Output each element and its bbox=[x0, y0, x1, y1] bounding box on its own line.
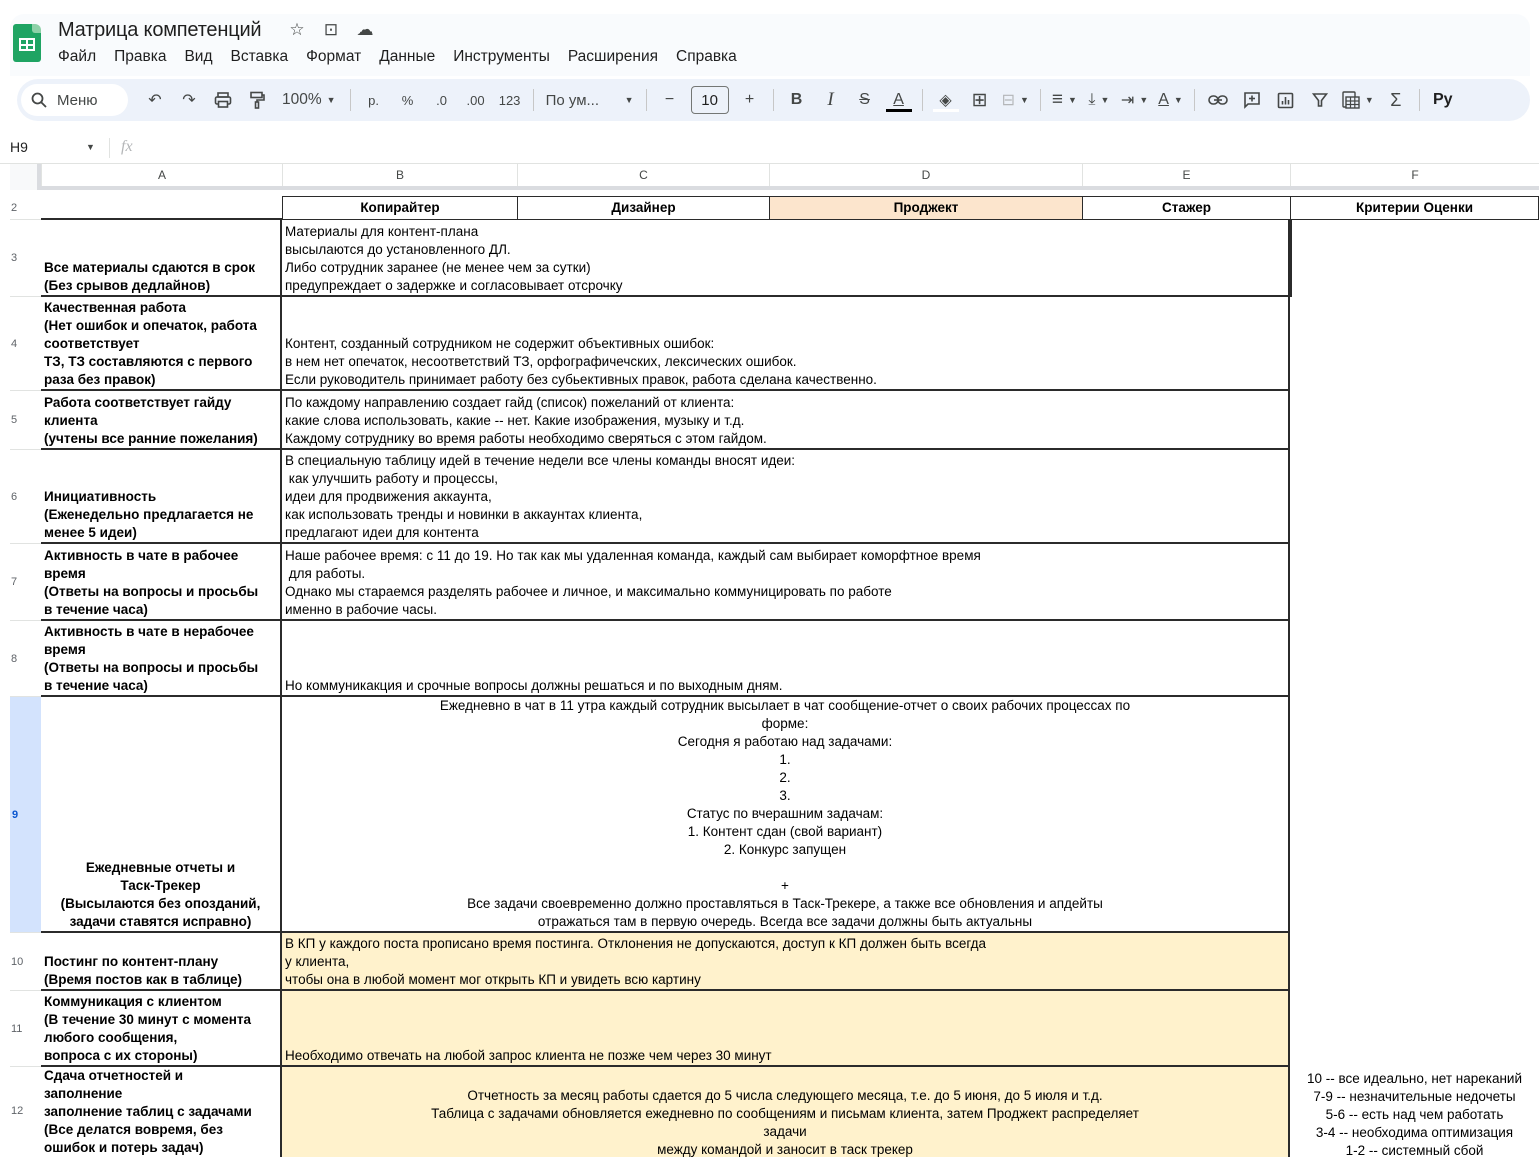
align-left-icon: ≡ bbox=[1051, 89, 1063, 110]
row-number: 9 bbox=[12, 808, 19, 821]
row-number: 11 bbox=[11, 1022, 23, 1035]
toolbar-divider bbox=[922, 89, 923, 111]
competency-cell[interactable] bbox=[41, 991, 282, 1067]
merge-cells-icon: ⊟ bbox=[1001, 92, 1015, 109]
menu-format[interactable]: Формат bbox=[306, 48, 362, 65]
criteria-cell[interactable] bbox=[1290, 697, 1539, 933]
criteria-cell[interactable] bbox=[1290, 933, 1539, 991]
row-header[interactable] bbox=[10, 391, 41, 450]
spreadsheet-grid[interactable] bbox=[10, 164, 1539, 1157]
align-bottom-icon: ⤓ bbox=[1088, 91, 1096, 108]
competency-cell[interactable] bbox=[41, 297, 282, 391]
toolbar-divider bbox=[533, 89, 534, 111]
print-icon bbox=[214, 91, 232, 109]
row-number: 6 bbox=[11, 490, 18, 503]
row-header[interactable] bbox=[10, 196, 41, 220]
competency-cell[interactable] bbox=[41, 450, 282, 544]
text-rotation-icon: A bbox=[1158, 91, 1169, 108]
description-text: Контент, созданный сотрудником не содержит объективных ошибок: в нем нет опечаток, несоответствий ТЗ, орфографичечских, лексических ошибок. Если руководитель принимает работу без субьективных правок, работа сделана качественно. bbox=[285, 336, 877, 387]
competency-text: Все материалы сдаются в срок (Без срывов дедлайнов) bbox=[44, 260, 256, 293]
criteria-cell[interactable] bbox=[1290, 220, 1539, 297]
column-f-left-border bbox=[1288, 220, 1290, 1067]
row-header[interactable] bbox=[10, 933, 41, 991]
chevron-down-icon: ▼ bbox=[624, 95, 634, 105]
toolbar bbox=[17, 79, 1530, 121]
competency-cell[interactable] bbox=[41, 544, 282, 621]
column-header-a[interactable]: A bbox=[41, 164, 282, 186]
row-number: 8 bbox=[11, 652, 18, 665]
italic-button[interactable] bbox=[816, 85, 846, 115]
column-header-b[interactable]: B bbox=[282, 164, 517, 186]
menu-insert[interactable]: Вставка bbox=[230, 48, 289, 65]
row-number: 5 bbox=[11, 414, 18, 426]
column-header-c[interactable]: C bbox=[517, 164, 769, 186]
row-header[interactable] bbox=[10, 1067, 41, 1157]
paint-format-icon bbox=[249, 91, 265, 109]
star-icon[interactable]: ☆ bbox=[289, 20, 305, 39]
borders-button[interactable] bbox=[965, 85, 995, 115]
increase-decimal-button[interactable] bbox=[461, 85, 491, 115]
document-title[interactable]: Матрица компетенций bbox=[58, 19, 262, 41]
description-text: В специальную таблицу идей в течение недели все члены команды вносят идеи: как улучшить работу и процессы, идеи для продвижения аккаунта, как использовать тренды и новинки в аккаунтах клиента, предлагают идеи для контента bbox=[285, 453, 796, 540]
menu-edit[interactable]: Правка bbox=[114, 48, 167, 65]
undo-button[interactable] bbox=[140, 85, 170, 115]
header-project[interactable]: Проджект bbox=[769, 196, 1082, 220]
criteria-cell[interactable] bbox=[1290, 544, 1539, 621]
competency-text: Работа соответствует гайду клиента (учтены все ранние пожелания) bbox=[44, 395, 258, 446]
row-header[interactable] bbox=[10, 621, 41, 697]
row-number: 7 bbox=[11, 576, 18, 588]
insert-comment-button[interactable] bbox=[1237, 85, 1267, 115]
text-wrapping-button[interactable] bbox=[1118, 85, 1151, 115]
cloud-saved-icon[interactable]: ☁ bbox=[356, 20, 374, 39]
print-button[interactable] bbox=[208, 85, 238, 115]
link-icon bbox=[1208, 94, 1228, 106]
header-criteria[interactable]: Критерии Оценки bbox=[1290, 196, 1539, 220]
plus-icon: + bbox=[744, 91, 755, 108]
table-row bbox=[10, 697, 1539, 933]
row-header[interactable] bbox=[10, 220, 41, 297]
horizontal-align-button[interactable] bbox=[1049, 85, 1080, 115]
toolbar-divider bbox=[1194, 89, 1195, 111]
menu-bar bbox=[58, 48, 755, 66]
competency-cell[interactable] bbox=[41, 933, 282, 991]
description-cell[interactable] bbox=[282, 391, 1290, 450]
move-to-folder-icon[interactable]: ⊡ bbox=[323, 20, 339, 39]
cell-a2[interactable] bbox=[41, 196, 282, 220]
header-designer[interactable]: Дизайнер bbox=[517, 196, 769, 220]
criteria-cell[interactable] bbox=[1290, 450, 1539, 544]
strikethrough-icon: S bbox=[859, 91, 870, 108]
row-header[interactable] bbox=[10, 297, 41, 391]
table-row bbox=[10, 933, 1539, 991]
chevron-down-icon: ▼ bbox=[1100, 95, 1110, 105]
minus-icon: − bbox=[664, 91, 675, 108]
description-text: Материалы для контент-плана высылаются до установленного ДЛ. Либо сотрудник заранее (не менее чем за сутки) предупреждает о задержке и согласовывает отсрочку bbox=[285, 224, 623, 293]
text-color-button[interactable] bbox=[884, 85, 914, 115]
formula-bar bbox=[0, 132, 1539, 164]
chevron-down-icon[interactable]: ▼ bbox=[86, 142, 95, 152]
competency-cell[interactable] bbox=[41, 1067, 282, 1157]
description-cell[interactable] bbox=[282, 220, 1290, 297]
decrease-decimal-icon: .0 bbox=[436, 92, 447, 108]
menu-tools[interactable]: Инструменты bbox=[453, 48, 550, 65]
description-text: Но коммуникакция и срочные вопросы должны решаться и по выходным дням. bbox=[285, 678, 783, 693]
description-cell[interactable] bbox=[282, 544, 1290, 621]
competency-text: Ежедневные отчеты и Таск-Трекер (Высылаются без опозданий, задачи ставятся исправно) bbox=[60, 860, 261, 929]
fill-color-button[interactable] bbox=[931, 85, 961, 115]
sigma-icon: Σ bbox=[1390, 89, 1402, 110]
description-cell[interactable] bbox=[282, 933, 1290, 991]
chevron-down-icon: ▼ bbox=[1019, 95, 1029, 105]
table-row bbox=[10, 297, 1539, 391]
toolbar-divider bbox=[1419, 89, 1420, 111]
column-header-d[interactable]: D bbox=[769, 164, 1082, 186]
competency-cell[interactable] bbox=[41, 220, 282, 297]
redo-icon: ↷ bbox=[182, 92, 196, 109]
column-headers bbox=[10, 164, 1539, 190]
competency-text: Сдача отчетностей и заполнение заполнение таблиц с задачами (Все делатся вовремя, без ошибок и потерь задач) bbox=[44, 1068, 252, 1155]
column-header-f[interactable]: F bbox=[1290, 164, 1539, 186]
vertical-align-button[interactable] bbox=[1084, 85, 1114, 115]
table-row-header bbox=[10, 196, 1539, 220]
fill-color-swatch bbox=[933, 109, 959, 112]
toolbar-divider bbox=[1040, 89, 1041, 111]
increase-font-size-button[interactable] bbox=[735, 85, 765, 115]
number-format-label: 123 bbox=[498, 92, 521, 108]
formula-bar-divider bbox=[109, 138, 110, 158]
text-color-icon: A bbox=[893, 91, 904, 108]
strikethrough-button[interactable] bbox=[850, 85, 880, 115]
row-header[interactable] bbox=[10, 991, 41, 1067]
menu-data[interactable]: Данные bbox=[379, 48, 436, 65]
filter-icon bbox=[1312, 92, 1328, 108]
chevron-down-icon: ▼ bbox=[326, 95, 336, 105]
competency-cell[interactable] bbox=[41, 621, 282, 697]
criteria-cell[interactable] bbox=[1290, 391, 1539, 450]
redo-button[interactable] bbox=[174, 85, 204, 115]
row-number: 12 bbox=[11, 1105, 24, 1117]
criteria-cell[interactable] bbox=[1290, 1067, 1539, 1157]
description-cell[interactable] bbox=[282, 297, 1290, 391]
search-icon bbox=[31, 92, 47, 108]
insert-chart-button[interactable] bbox=[1271, 85, 1301, 115]
title-actions bbox=[287, 20, 375, 40]
percent-label: % bbox=[401, 92, 414, 108]
functions-button[interactable] bbox=[1381, 85, 1411, 115]
chevron-down-icon: ▼ bbox=[1364, 95, 1374, 105]
text-wrap-icon: ⇥ bbox=[1120, 92, 1135, 109]
decrease-font-size-button[interactable] bbox=[655, 85, 685, 115]
menu-help[interactable]: Справка bbox=[676, 48, 737, 65]
criteria-cell[interactable] bbox=[1290, 991, 1539, 1067]
font-family-select[interactable] bbox=[542, 85, 638, 115]
competency-text: Активность в чате в нерабочее время (Ответы на вопросы и просьбы в течение часа) bbox=[44, 624, 259, 693]
font-size-input[interactable]: 10 bbox=[691, 86, 729, 114]
percent-format-button[interactable] bbox=[393, 85, 423, 115]
description-text: В КП у каждого поста прописано время постинга. Отклонения не допускаются, доступ к КП должен быть всегда у клиента, чтобы она в любой момент мог открыть КП и увидеть всю картину bbox=[285, 936, 987, 987]
description-cell[interactable] bbox=[282, 450, 1290, 544]
criteria-cell[interactable] bbox=[1290, 297, 1539, 391]
row-header[interactable] bbox=[10, 544, 41, 621]
search-menu-button[interactable] bbox=[21, 84, 128, 116]
table-row bbox=[10, 391, 1539, 450]
description-cell[interactable] bbox=[282, 1067, 1290, 1157]
italic-icon: I bbox=[827, 89, 834, 110]
table-row bbox=[10, 621, 1539, 697]
bold-icon: B bbox=[790, 91, 803, 108]
decrease-decimal-button[interactable] bbox=[427, 85, 457, 115]
competency-cell[interactable] bbox=[41, 697, 282, 933]
text-rotation-button[interactable] bbox=[1155, 85, 1186, 115]
row-header-selected[interactable] bbox=[10, 697, 41, 933]
text-color-swatch bbox=[886, 109, 912, 112]
select-all-corner[interactable] bbox=[10, 164, 41, 190]
borders-icon: ⊞ bbox=[971, 89, 988, 111]
competency-text: Качественная работа (Нет ошибок и опечаток, работа соответствует ТЗ, ТЗ составляются с первого раза без правок) bbox=[44, 300, 257, 387]
merge-cells-button[interactable] bbox=[999, 85, 1032, 115]
zoom-select[interactable] bbox=[276, 85, 342, 115]
competency-text: Инициативность (Еженедельно предлагается не менее 5 идеи) bbox=[44, 489, 254, 540]
competency-text: Коммуникация с клиентом (В течение 30 минут с момента любого сообщения, вопроса с их стороны) bbox=[44, 994, 251, 1063]
description-text: Наше рабочее время: с 11 до 19. Но так как мы удаленная команда, каждый сам выбирает коморфтное время для работы. Однако мы стараемся разделять рабочее и личное, и максимально коммуницировать по работе именно в рабочие часы. bbox=[285, 548, 981, 617]
menu-file[interactable]: Файл bbox=[58, 48, 97, 65]
table-row bbox=[10, 544, 1539, 621]
currency-format-button[interactable] bbox=[359, 85, 389, 115]
description-text: Необходимо отвечать на любой запрос клиента не позже чем через 30 минут bbox=[285, 1048, 772, 1063]
row-number: 2 bbox=[11, 201, 18, 214]
column-header-e[interactable]: E bbox=[1082, 164, 1290, 186]
add-comment-icon bbox=[1243, 91, 1261, 109]
input-tools-button[interactable] bbox=[1428, 85, 1458, 115]
toolbar-divider bbox=[646, 89, 647, 111]
toolbar-divider bbox=[350, 89, 351, 111]
currency-label: р. bbox=[368, 92, 379, 108]
table-button[interactable] bbox=[1339, 85, 1377, 115]
row-number: 10 bbox=[11, 955, 24, 968]
bold-button[interactable] bbox=[782, 85, 812, 115]
table-row bbox=[10, 1067, 1539, 1157]
table-row bbox=[10, 450, 1539, 544]
font-family-value: По ум... bbox=[545, 91, 600, 109]
header-intern[interactable]: Стажер bbox=[1082, 196, 1290, 220]
competency-text: Постинг по контент-плану (Время постов как в таблице) bbox=[44, 954, 243, 987]
description-text: Ежедневно в чат в 11 утра каждый сотрудник высылает в чат сообщение-отчет о своих рабочих процессах по форме: Сегодня я работаю над задачами: 1. 2. 3. Статус по вчерашним задачам: 1. Контент сдан (свой вариант) 2. Конкурс запущен + Все задачи своевременно должно проставляться в Таск-Трекере, а также все обновления и апдейты отражаться там в первую очередь. Всегда все задачи должны быть актуальны bbox=[439, 698, 1131, 929]
fx-icon: fx bbox=[121, 138, 133, 155]
chevron-down-icon: ▼ bbox=[1068, 95, 1077, 105]
criteria-cell[interactable] bbox=[1290, 621, 1539, 697]
criteria-scale-text: 10 -- все идеально, нет нареканий 7-9 -- незначительные недочеты 5-6 -- есть над чем работать 3-4 -- необходима оптимизация 1-2 -- системный сбой bbox=[1306, 1071, 1523, 1157]
description-text: Отчетность за месяц работы сдается до 5 числа следующего месяца, т.е. до 5 июня, до 5 июля и т.д. Таблица с задачами обновляется ежедневно по сообщениям и письмам клиента, затем Проджект распределяет задачи между командой и заносит в таск трекер bbox=[431, 1088, 1139, 1157]
undo-icon: ↶ bbox=[148, 92, 162, 109]
zoom-value: 100% bbox=[282, 91, 322, 108]
menu-view[interactable]: Вид bbox=[184, 48, 213, 65]
input-tools-label: Ру bbox=[1432, 91, 1453, 108]
chevron-down-icon: ▼ bbox=[1173, 95, 1183, 105]
table-icon bbox=[1342, 91, 1360, 109]
description-cell[interactable] bbox=[282, 991, 1290, 1067]
table-row bbox=[10, 220, 1539, 297]
description-cell[interactable] bbox=[282, 621, 1290, 697]
menu-extensions[interactable]: Расширения bbox=[567, 48, 658, 65]
description-text: По каждому направлению создает гайд (список) пожеланий от клиента: какие слова использовать, какие -- нет. Какие изображения, музыку и т.д. Каждому сотруднику во время работы необходимо сверяться с этом гайдом. bbox=[285, 395, 767, 446]
competency-cell[interactable] bbox=[41, 391, 282, 450]
increase-decimal-icon: .00 bbox=[466, 92, 485, 108]
toolbar-divider bbox=[773, 89, 774, 111]
table-row bbox=[10, 991, 1539, 1067]
number-format-button[interactable] bbox=[495, 85, 525, 115]
create-filter-button[interactable] bbox=[1305, 85, 1335, 115]
chevron-down-icon: ▼ bbox=[1139, 95, 1149, 105]
paint-format-button[interactable] bbox=[242, 85, 272, 115]
chart-icon bbox=[1277, 92, 1294, 109]
description-cell[interactable] bbox=[282, 697, 1290, 933]
google-sheets-logo-icon[interactable] bbox=[13, 24, 41, 62]
name-box[interactable]: H9 bbox=[10, 139, 28, 155]
row-header[interactable] bbox=[10, 450, 41, 544]
row-number: 4 bbox=[11, 337, 18, 350]
row-number: 3 bbox=[11, 252, 18, 264]
search-menu-label: Меню bbox=[57, 91, 98, 109]
fill-color-icon: ◈ bbox=[939, 92, 952, 109]
insert-link-button[interactable] bbox=[1203, 85, 1233, 115]
header-copywriter[interactable]: Копирайтер bbox=[282, 196, 517, 220]
competency-text: Активность в чате в рабочее время (Ответы на вопросы и просьбы в течение часа) bbox=[44, 548, 259, 617]
